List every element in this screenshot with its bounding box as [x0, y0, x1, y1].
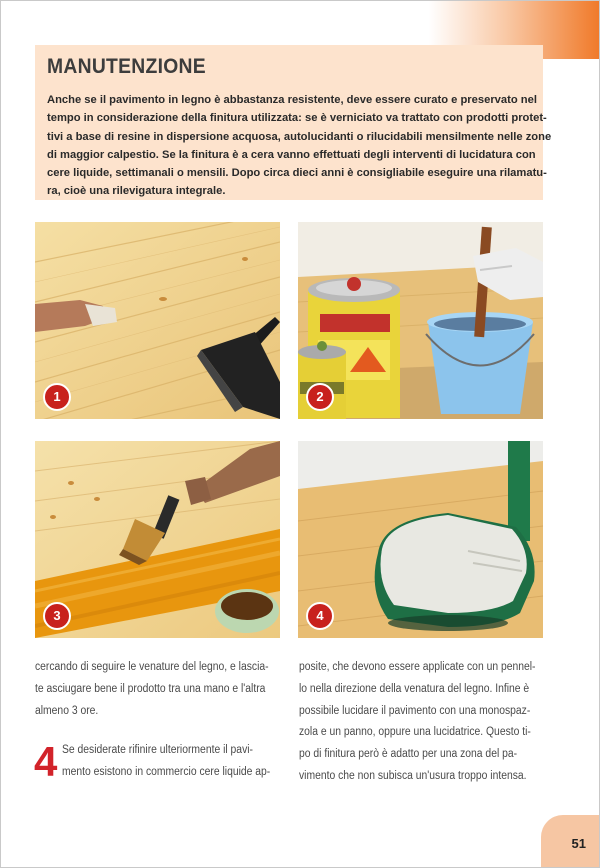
text-line: zola e un panno, oppure una lucidatrice. Questo ti- [299, 726, 531, 739]
box-line: ra, cioè una rilevigatura integrale. [47, 185, 226, 198]
box-line: di maggior calpestio. Se la finitura è a cera vanno effettuati degli interventi di lucidatura con [47, 148, 536, 161]
box-line: tempo in considerazione della finitura utilizzata: se è verniciato va trattato con prodotti protet- [47, 112, 547, 125]
text-line: mento esistono in commercio cere liquide ap- [62, 765, 271, 778]
photo-polishing-machine [298, 441, 543, 638]
photo-products-bucket [298, 222, 543, 419]
photo-badge: 2 [306, 383, 334, 411]
step-number: 4 [34, 738, 58, 785]
photo-badge: 3 [43, 602, 71, 630]
left-column-text [35, 657, 269, 722]
text-line: vimento che non subisca un'usura troppo intensa. [299, 769, 527, 782]
text-line: cercando di seguire le venature del legno, e lascia- [35, 661, 269, 673]
page-number: 51 [571, 836, 586, 851]
page-number-tab [541, 815, 599, 867]
box-text [47, 91, 552, 201]
box-line: cere liquide, settimanali o mensili. Dopo circa dieci anni è consigliabile eseguire una rilamatu- [47, 167, 547, 180]
text-line: posite, che devono essere applicate con un pennel- [299, 661, 536, 673]
right-column-text [299, 657, 535, 788]
text-line: Se desiderate rifinire ulteriormente il pavi- [62, 744, 253, 756]
text-line: lo nella direzione della venatura del legno. Infine è [299, 682, 530, 695]
photo-cleaning-floor [35, 222, 280, 419]
photo-applying-wax [35, 441, 280, 638]
text-line: te asciugare bene il prodotto tra una mano e l'altra [35, 682, 266, 695]
step-text [62, 740, 270, 784]
photo-badge: 4 [306, 602, 334, 630]
photo-badge: 1 [43, 383, 71, 411]
box-title: MANUTENZIONE [47, 55, 206, 78]
text-line: possibile lucidare il pavimento con una monospaz- [299, 704, 531, 717]
box-line: Anche se il pavimento in legno è abbastanza resistente, deve essere curato e preservato nel [47, 94, 537, 106]
text-line: po di finitura però è adatto per una zona del pa- [299, 748, 518, 761]
text-line: almeno 3 ore. [35, 704, 99, 717]
box-line: tivi a base di resine in dispersione acquosa, autolucidanti o rilucidabili mensilmente nelle zone [47, 130, 552, 143]
maintenance-box [35, 45, 552, 200]
